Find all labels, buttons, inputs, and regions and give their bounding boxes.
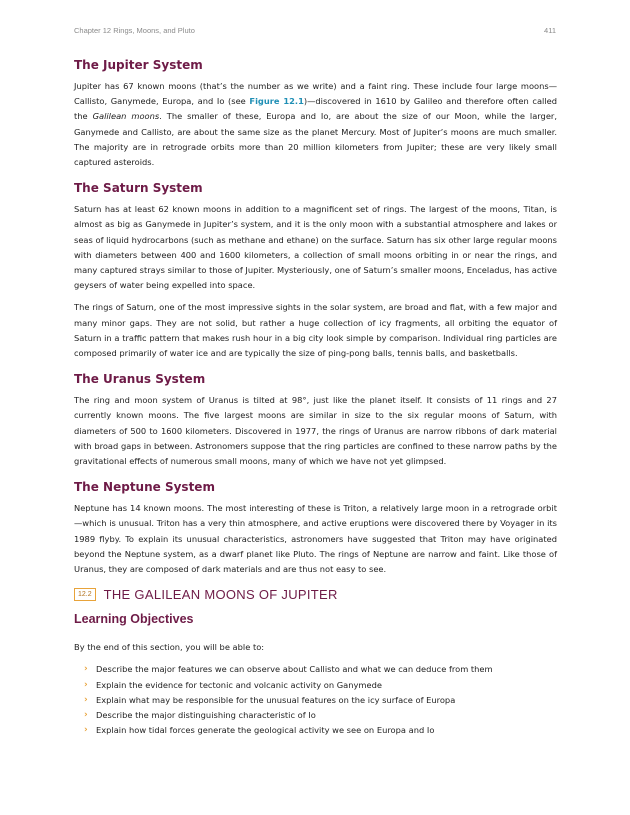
neptune-heading: The Neptune System (74, 480, 215, 495)
text-run: )—discovered in 1610 by Galileo and therefore often called the (74, 96, 558, 122)
list-item (74, 693, 557, 708)
objective-text: Describe the major features we can observe about Callisto and what we can deduce from them (96, 664, 493, 675)
saturn-paragraph-2: The rings of Saturn, one of the most impressive sights in the solar system, are broad and flat, with a few major and many minor gaps. They are not solid, but rather a huge collection of icy fragments, all orbiting the equator of Saturn in a traffic pattern that makes rush hour in a big city look simple by comparison. Individual ring particles are composed primarily of water ice and are typically the size of ping-pong balls, tennis balls, and basketballs. (74, 302, 557, 359)
chevron-right-icon: › (84, 679, 88, 690)
saturn-paragraph-1: Saturn has at least 62 known moons in addition to a magnificent set of rings. The largest of the moons, Titan, is almost as big as Ganymede in Jupiter’s system, and it is the only moon with a substantial atmosphere and lakes or seas of liquid hydrocarbons (such as methane and ethane) on the surface. Saturn has six other large regular moons with diameters between 400 and 1600 kilometers, a collection of small moons orbiting in or near the rings, and many captured strays similar to those of Jupiter. Mysteriously, one of Saturn’s smaller moons, Enceladus, has active geysers of water being expelled into space. (74, 204, 557, 291)
section-banner (74, 587, 557, 602)
emphasis: Galilean moons (92, 111, 160, 122)
chevron-right-icon: › (84, 710, 88, 721)
learning-objectives-heading: Learning Objectives (74, 612, 194, 627)
chevron-right-icon: › (84, 664, 88, 675)
uranus-paragraph: The ring and moon system of Uranus is tilted at 98°, just like the planet itself. It consists of 11 rings and 27 currently known moons. The five largest moons are similar in size to the six regular moons of Saturn, with diameters of 500 to 1600 kilometers. Discovered in 1977, the rings of Uranus are narrow ribbons of dark material with broad gaps in between. Astronomers suppose that the ring particles are confined to these narrow paths by the gravitational effects of numerous small moons, many of which we have not yet glimpsed. (74, 395, 557, 467)
objectives-list (74, 662, 557, 738)
neptune-paragraph: Neptune has 14 known moons. The most interesting of these is Triton, a relatively large moon in a retrograde orbit—which is unusual. Triton has a very thin atmosphere, and active eruptions were discovered there by Voyager in its 1989 flyby. To explain its unusual characteristics, astronomers have suggested that Triton may have originated beyond the Neptune system, as a dwarf planet like Pluto. The rings of Neptune are narrow and faint. Like those of Uranus, they are composed of dark materials and are thus not easy to see. (74, 503, 557, 575)
chapter-title: Chapter 12 Rings, Moons, and Pluto (74, 26, 195, 35)
figure-link[interactable]: Figure 12.1 (249, 96, 304, 107)
list-item (74, 708, 557, 723)
saturn-heading: The Saturn System (74, 181, 203, 196)
chevron-right-icon: › (84, 694, 88, 705)
learning-intro: By the end of this section, you will be able to: (74, 642, 265, 653)
list-item (74, 678, 557, 693)
objective-text: Explain what may be responsible for the unusual features on the icy surface of Europa (96, 694, 456, 705)
text-run: Jupiter has 67 known moons (that’s the number as we write) and a faint ring. These include four large moons—Callisto, Ganymede, Europa, and Io (see (74, 81, 557, 107)
objective-text: Describe the major distinguishing characteristic of Io (96, 710, 316, 721)
page-number: 411 (544, 26, 556, 35)
uranus-heading: The Uranus System (74, 372, 206, 387)
main-content (74, 58, 557, 739)
section-title: THE GALILEAN MOONS OF JUPITER (103, 587, 338, 603)
objective-text: Explain the evidence for tectonic and volcanic activity on Ganymede (96, 679, 382, 690)
list-item (74, 723, 557, 738)
running-header (74, 26, 556, 35)
chevron-right-icon: › (84, 725, 88, 736)
jupiter-heading: The Jupiter System (74, 58, 203, 72)
objective-text: Explain how tidal forces generate the geological activity we see on Europa and Io (96, 725, 435, 736)
list-item (74, 662, 557, 677)
text-run: . The smaller of these, Europa and Io, are about the size of our Moon, while the larger, Ganymede and Callisto, are about the same size as the planet Mercury. Most of Jupiter’s moons are much smaller. The majority are in retrograde orbits more than 20 million kilometers from Jupiter; these are very likely small captured asteroids. (74, 111, 557, 168)
jupiter-paragraph (74, 79, 557, 170)
section-number: 12.2 (74, 588, 96, 601)
